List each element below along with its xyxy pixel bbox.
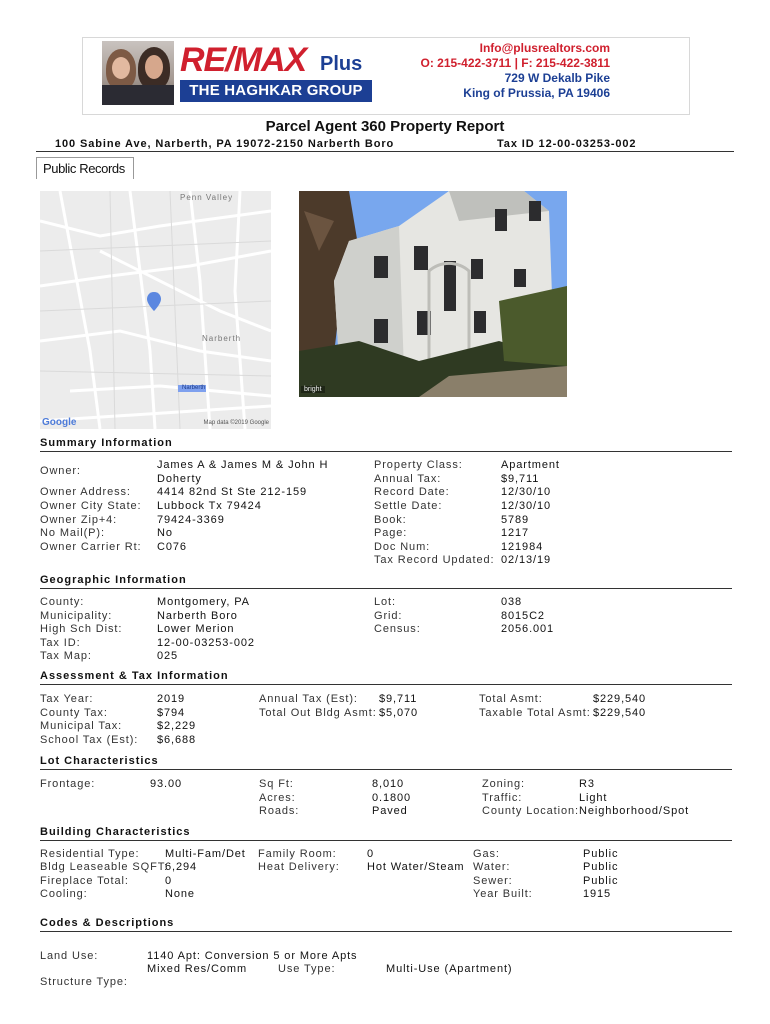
- field-label: Family Room:: [258, 848, 337, 860]
- field-label: Gas:: [473, 848, 500, 860]
- field-label: Total Asmt:: [479, 693, 543, 705]
- field-label: Fireplace Total:: [40, 875, 129, 887]
- field-label: Property Class:: [374, 459, 463, 471]
- section-heading-geographic: Geographic Information: [40, 574, 187, 586]
- field-label: Census:: [374, 623, 421, 635]
- field-value: C076: [157, 541, 187, 553]
- contact-block: [370, 41, 610, 101]
- field-label: Structure Type:: [40, 976, 128, 988]
- field-value: None: [165, 888, 195, 900]
- field-value: 1217: [501, 527, 530, 539]
- field-value: $2,229: [157, 720, 197, 732]
- field-label: Owner Carrier Rt:: [40, 541, 142, 553]
- google-logo: Google: [42, 417, 77, 428]
- field-label: Annual Tax:: [374, 473, 442, 485]
- house-image: [299, 191, 567, 397]
- field-value: 12-00-03253-002: [157, 637, 255, 649]
- field-label: Book:: [374, 514, 407, 526]
- field-value: $5,070: [379, 707, 419, 719]
- divider: [40, 931, 732, 932]
- field-value: 02/13/19: [501, 554, 552, 566]
- field-label: Heat Delivery:: [258, 861, 340, 873]
- field-value: 0: [165, 875, 173, 887]
- field-label: Grid:: [374, 610, 403, 622]
- section-heading-summary: Summary Information: [40, 437, 173, 449]
- field-label: Frontage:: [40, 778, 96, 790]
- group-name: THE HAGHKAR GROUP: [180, 80, 372, 102]
- field-label: Annual Tax (Est):: [259, 693, 358, 705]
- field-value: No: [157, 527, 173, 539]
- logo-text: RE/MAX: [180, 41, 307, 79]
- field-value: $794: [157, 707, 186, 719]
- map-copyright: Map data ©2019 Google: [203, 420, 269, 426]
- section-heading-lot: Lot Characteristics: [40, 755, 159, 767]
- field-label: Zoning:: [482, 778, 525, 790]
- map-label: Penn Valley: [180, 193, 234, 202]
- field-value: 79424-3369: [157, 514, 225, 526]
- field-label: School Tax (Est):: [40, 734, 139, 746]
- field-value: $229,540: [593, 693, 647, 705]
- tab-public-records[interactable]: Public Records: [36, 157, 134, 179]
- field-label: Sq Ft:: [259, 778, 294, 790]
- field-label: Tax Year:: [40, 693, 94, 705]
- divider: [40, 588, 732, 589]
- field-value: Public: [583, 875, 619, 887]
- field-value: 8,010: [372, 778, 405, 790]
- field-label: Sewer:: [473, 875, 513, 887]
- map-label: Narberth: [202, 334, 242, 343]
- remax-logo: [180, 40, 376, 80]
- field-value: Apartment: [501, 459, 560, 471]
- field-label: County:: [40, 596, 85, 608]
- report-title: Parcel Agent 360 Property Report: [265, 118, 505, 135]
- field-label: Year Built:: [473, 888, 533, 900]
- field-label: Tax Record Updated:: [374, 554, 495, 566]
- location-map[interactable]: [40, 191, 271, 429]
- contact-address-1: 729 W Dekalb Pike: [504, 71, 610, 85]
- section-heading-building: Building Characteristics: [40, 826, 191, 838]
- contact-address-2: King of Prussia, PA 19406: [463, 86, 610, 100]
- field-label: Cooling:: [40, 888, 88, 900]
- field-value: Lower Merion: [157, 623, 235, 635]
- field-label: Municipal Tax:: [40, 720, 123, 732]
- field-value: 0.1800: [372, 792, 412, 804]
- field-value: 025: [157, 650, 179, 662]
- field-value: Neighborhood/Spot: [579, 805, 690, 817]
- field-label: Settle Date:: [374, 500, 443, 512]
- field-value: Montgomery, PA: [157, 596, 250, 608]
- contact-phone: O: 215-422-3711 | F: 215-422-3811: [420, 56, 610, 70]
- field-value: 4414 82nd St Ste 212-159: [157, 486, 308, 498]
- field-value: Mixed Res/Comm: [147, 963, 248, 975]
- field-label: High Sch Dist:: [40, 623, 123, 635]
- property-photo: [299, 191, 567, 397]
- map-pin-icon: [147, 292, 161, 311]
- field-value: 12/30/10: [501, 500, 552, 512]
- field-value: R3: [579, 778, 595, 790]
- field-label: County Location:: [482, 805, 579, 817]
- section-heading-codes: Codes & Descriptions: [40, 917, 175, 929]
- field-label: Taxable Total Asmt:: [479, 707, 591, 719]
- field-value: 2019: [157, 693, 186, 705]
- field-value: Narberth Boro: [157, 610, 238, 622]
- field-value: 1915: [583, 888, 612, 900]
- field-label: Use Type:: [278, 963, 336, 975]
- tax-id: Tax ID 12-00-03253-002: [497, 138, 637, 150]
- field-label: Owner:: [40, 465, 81, 477]
- field-value: 2056.001: [501, 623, 555, 635]
- field-label: Acres:: [259, 792, 296, 804]
- field-value: Multi-Fam/Det: [165, 848, 246, 860]
- field-value: 93.00: [150, 778, 183, 790]
- field-label: Page:: [374, 527, 408, 539]
- field-value: $6,688: [157, 734, 197, 746]
- divider: [40, 684, 732, 685]
- field-value: Paved: [372, 805, 408, 817]
- map-label: Narberth: [182, 385, 206, 391]
- field-value: $9,711: [379, 693, 418, 705]
- field-value: 6,294: [165, 861, 198, 873]
- divider: [40, 451, 732, 452]
- field-label: Record Date:: [374, 486, 450, 498]
- field-value: 5789: [501, 514, 530, 526]
- field-value: Lubbock Tx 79424: [157, 500, 262, 512]
- field-value: $9,711: [501, 473, 540, 485]
- section-heading-assessment: Assessment & Tax Information: [40, 670, 229, 682]
- field-label: Owner City State:: [40, 500, 142, 512]
- field-label: Land Use:: [40, 950, 99, 962]
- field-label: No Mail(P):: [40, 527, 105, 539]
- field-value: Public: [583, 861, 619, 873]
- field-label: Doc Num:: [374, 541, 431, 553]
- field-value: Multi-Use (Apartment): [386, 963, 513, 975]
- divider: [40, 840, 732, 841]
- field-label: Tax ID:: [40, 637, 81, 649]
- field-label: Bldg Leaseable SQFT:: [40, 861, 169, 873]
- map-streets: [40, 191, 271, 429]
- field-label: County Tax:: [40, 707, 108, 719]
- property-address: 100 Sabine Ave, Narberth, PA 19072-2150 Narberth Boro: [55, 138, 395, 150]
- contact-email[interactable]: Info@plusrealtors.com: [479, 41, 610, 55]
- field-value: 121984: [501, 541, 544, 553]
- field-value: $229,540: [593, 707, 647, 719]
- field-value: 1140 Apt: Conversion 5 or More Apts: [147, 950, 358, 962]
- field-value: James A & James M & John H: [157, 459, 329, 471]
- field-label: Roads:: [259, 805, 300, 817]
- logo-plus: Plus: [320, 53, 363, 75]
- field-value: 0: [367, 848, 375, 860]
- divider: [40, 769, 732, 770]
- field-label: Municipality:: [40, 610, 113, 622]
- field-label: Tax Map:: [40, 650, 92, 662]
- photo-credit: bright: [301, 386, 325, 393]
- field-label: Traffic:: [482, 792, 523, 804]
- field-value: Light: [579, 792, 608, 804]
- field-label: Lot:: [374, 596, 396, 608]
- field-label: Residential Type:: [40, 848, 140, 860]
- divider: [36, 151, 734, 152]
- field-value: Doherty: [157, 473, 202, 485]
- field-value: 12/30/10: [501, 486, 552, 498]
- field-label: Water:: [473, 861, 511, 873]
- agents-photo: [102, 41, 174, 105]
- field-value: Public: [583, 848, 619, 860]
- field-label: Owner Zip+4:: [40, 514, 118, 526]
- field-value: 038: [501, 596, 523, 608]
- field-label: Owner Address:: [40, 486, 131, 498]
- field-value: 8015C2: [501, 610, 545, 622]
- field-label: Total Out Bldg Asmt:: [259, 707, 377, 719]
- field-value: Hot Water/Steam: [367, 861, 465, 873]
